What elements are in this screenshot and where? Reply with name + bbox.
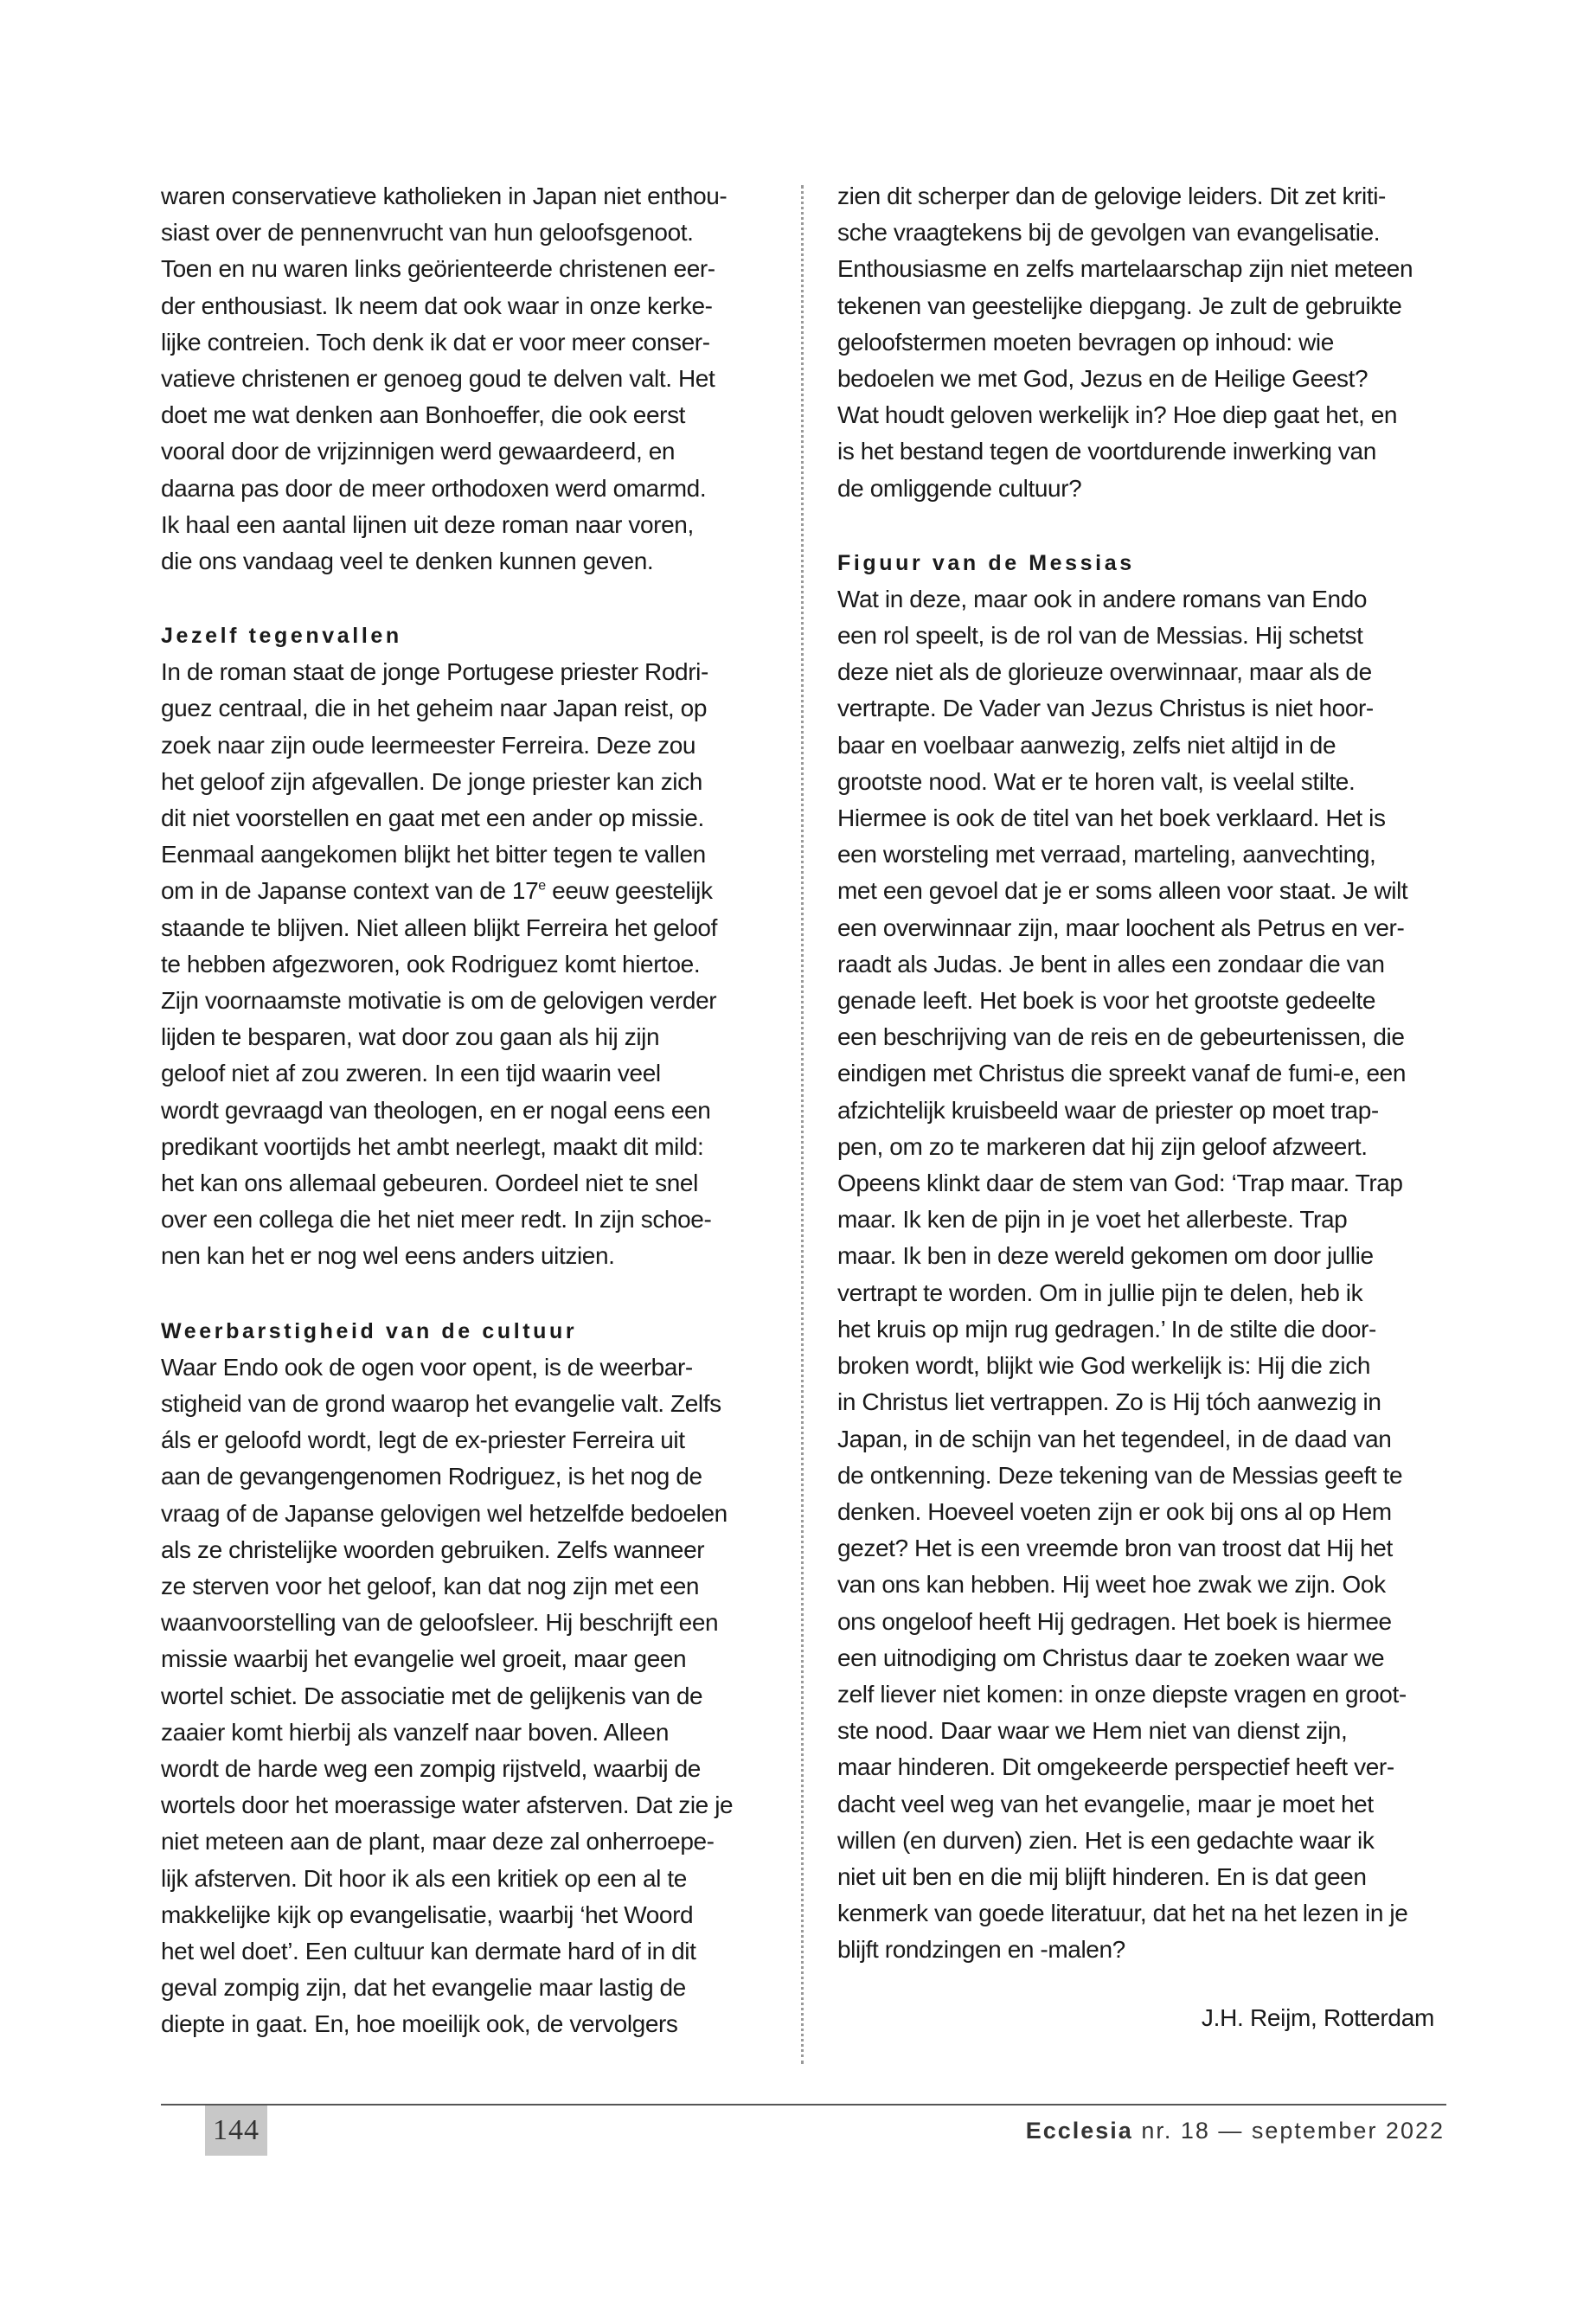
paragraph-lines-part-b: [161, 910, 758, 1275]
paragraph-line: lijke contreien. Toch denk ik dat er voor meer conser-: [161, 328, 710, 356]
continued-paragraph: [837, 178, 1434, 507]
section-paragraph-figuur-van-de-messias: [837, 581, 1434, 1969]
superscript-e: e: [538, 879, 546, 894]
paragraph-line: Wat in deze, maar ook in andere romans van Endo: [837, 585, 1368, 612]
paragraph-line: ons ongeloof heeft Hij gedragen. Het boek is hiermee: [837, 1607, 1392, 1635]
paragraph-line: ze sterven voor het geloof, kan dat nog zijn met een: [161, 1572, 700, 1599]
paragraph-line: maar hinderen. Dit omgekeerde perspectief heeft ver-: [837, 1753, 1394, 1781]
paragraph-line: is het bestand tegen de voortdurende inwerking van: [837, 438, 1376, 465]
paragraph-line: daarna pas door de meer orthodoxen werd omarmd.: [161, 474, 707, 502]
paragraph-line: blijft rondzingen en -malen?: [837, 1936, 1125, 1964]
paragraph-line: tekenen van geestelijke diepgang. Je zult de gebruikte: [837, 292, 1402, 319]
paragraph-line: te hebben afgezworen, ook Rodriguez komt hiertoe.: [161, 950, 701, 977]
paragraph-line: Hiermee is ook de titel van het boek verklaard. Het is: [837, 804, 1386, 832]
paragraph-line: een uitnodiging om Christus daar te zoeken waar we: [837, 1644, 1385, 1671]
paragraph-line: Waar Endo ook de ogen voor opent, is de weerbar-: [161, 1353, 693, 1381]
paragraph-line: een beschrijving van de reis en de gebeurtenissen, die: [837, 1023, 1405, 1051]
paragraph-line: genade leeft. Het boek is voor het grootste gedeelte: [837, 987, 1376, 1015]
paragraph-line: het geloof zijn afgevallen. De jonge priester kan zich: [161, 767, 702, 795]
paragraph-line: willen (en durven) zien. Het is een gedachte waar ik: [837, 1826, 1375, 1854]
paragraph-line: een rol speelt, is de rol van de Messias. Hij schetst: [837, 622, 1363, 650]
paragraph-line: niet meteen aan de plant, maar deze zal onherroepe-: [161, 1828, 715, 1856]
section-paragraph-jezelf-tegenvallen: [161, 654, 758, 1274]
paragraph-line: gezet? Het is een vreemde bron van troost dat Hij het: [837, 1535, 1393, 1562]
paragraph-line: baar en voelbaar aanwezig, zelfs niet altijd in de: [837, 731, 1336, 759]
paragraph-line: vooral door de vrijzinnigen werd gewaardeerd, en: [161, 438, 676, 465]
paragraph-line: waren conservatieve katholieken in Japan niet enthou-: [161, 183, 727, 209]
paragraph-line: Enthousiasme en zelfs martelaarschap zijn niet meteen: [837, 255, 1413, 283]
paragraph-line: het wel doet’. Een cultuur kan dermate hard of in dit: [161, 1937, 696, 1965]
paragraph-line: In de roman staat de jonge Portugese priester Rodri-: [161, 658, 708, 686]
paragraph-line: siast over de pennenvrucht van hun geloofsgenoot.: [161, 219, 694, 247]
paragraph-line: zoek naar zijn oude leermeester Ferreira. Deze zou: [161, 731, 696, 759]
paragraph-line: Eenmaal aangekomen blijkt het bitter tegen te vallen: [161, 841, 706, 868]
paragraph-line: kenmerk van goede literatuur, dat het na het lezen in je: [837, 1900, 1408, 1927]
paragraph-line-century: om in de Japanse context van de 17e eeuw geestelijk: [161, 877, 713, 905]
paragraph-line: dit niet voorstellen en gaat met een ander op missie.: [161, 804, 704, 832]
paragraph-line: guez centraal, die in het geheim naar Japan reist, op: [161, 695, 707, 722]
paragraph-line: aan de gevangengenomen Rodriguez, is het nog de: [161, 1463, 702, 1490]
paragraph-line: over een collega die het niet meer redt. In zijn schoe-: [161, 1206, 712, 1234]
paragraph-line: zelf liever niet komen: in onze diepste vragen en groot-: [837, 1680, 1407, 1708]
journal-name: Ecclesia: [1025, 2118, 1133, 2144]
journal-issue: nr. 18 — september 2022: [1132, 2118, 1445, 2144]
paragraph-line: raadt als Judas. Je bent in alles een zondaar die van: [837, 950, 1385, 977]
paragraph-line: missie waarbij het evangelie wel groeit, maar geen: [161, 1645, 687, 1673]
paragraph-line: deze niet als de glorieuze overwinnaar, maar als de: [837, 658, 1372, 686]
section-heading-figuur-van-de-messias: Figuur van de Messias: [837, 550, 1135, 575]
intro-paragraph: [161, 178, 758, 580]
paragraph-line: afzichtelijk kruisbeeld waar de priester op moet trap-: [837, 1096, 1379, 1124]
paragraph-line: staande te blijven. Niet alleen blijkt Ferreira het geloof: [161, 913, 717, 941]
page-number: 144: [205, 2106, 267, 2156]
paragraph-line: geloofstermen moeten bevragen op inhoud: wie: [837, 328, 1334, 356]
paragraph-line: maar. Ik ben in deze wereld gekomen om door jullie: [837, 1242, 1374, 1270]
paragraph-line: de omliggende cultuur?: [837, 474, 1082, 502]
column-divider: [801, 185, 804, 2064]
paragraph-line: áls er geloofd wordt, legt de ex-priester Ferreira uit: [161, 1426, 685, 1454]
paragraph-line: grootste nood. Wat er te horen valt, is veelal stilte.: [837, 767, 1356, 795]
paragraph-line: der enthousiast. Ik neem dat ook waar in onze kerke-: [161, 292, 713, 319]
paragraph-line: vatieve christenen er genoeg goud te delven valt. Het: [161, 365, 715, 393]
paragraph-line: bedoelen we met God, Jezus en de Heilige Geest?: [837, 365, 1368, 393]
paragraph-line: van ons kan hebben. Hij weet hoe zwak we zijn. Ook: [837, 1571, 1386, 1599]
paragraph-lines-part-a: [161, 654, 758, 873]
paragraph-line: maar. Ik ken de pijn in je voet het allerbeste. Trap: [837, 1206, 1348, 1234]
author-signature: J.H. Reijm, Rotterdam: [1201, 2003, 1434, 2031]
paragraph-line: Wat houdt geloven werkelijk in? Hoe diep gaat het, en: [837, 401, 1398, 429]
left-column: [161, 178, 758, 2043]
paragraph-line: wordt gevraagd van theologen, en er nogal eens een: [161, 1096, 711, 1124]
paragraph-line: met een gevoel dat je er soms alleen voor staat. Je wilt: [837, 877, 1408, 905]
paragraph-line: vraag of de Japanse gelovigen wel hetzelfde bedoelen: [161, 1499, 727, 1527]
journal-credit: [1026, 2106, 1445, 2156]
paragraph-line: sche vraagtekens bij de gevolgen van evangelisatie.: [837, 219, 1381, 247]
paragraph-line: doet me wat denken aan Bonhoeffer, die ook eerst: [161, 401, 686, 429]
paragraph-line: zaaier komt hierbij als vanzelf naar boven. Alleen: [161, 1718, 670, 1746]
paragraph-line: broken wordt, blijkt wie God werkelijk is: Hij die zich: [837, 1352, 1370, 1380]
paragraph-line: ste nood. Daar waar we Hem niet van dienst zijn,: [837, 1717, 1348, 1745]
paragraph-line: Opeens klinkt daar de stem van God: ‘Trap maar. Trap: [837, 1170, 1403, 1197]
paragraph-line: wordt de harde weg een zompig rijstveld, waarbij de: [161, 1754, 701, 1782]
paragraph-line: Toen en nu waren links geörienteerde christenen eer-: [161, 255, 715, 283]
section-heading-weerbarstigheid: Weerbarstigheid van de cultuur: [161, 1318, 578, 1343]
paragraph-line: Zijn voornaamste motivatie is om de gelovigen verder: [161, 987, 717, 1015]
paragraph-line: vertrapte. De Vader van Jezus Christus is niet hoor-: [837, 695, 1374, 722]
paragraph-line: niet uit ben en die mij blijft hinderen. En is dat geen: [837, 1862, 1367, 1890]
paragraph-line: eindigen met Christus die spreekt vanaf de fumi-e, een: [837, 1060, 1406, 1087]
paragraph-line: een overwinnaar zijn, maar loochent als Petrus en ver-: [837, 913, 1405, 941]
paragraph-line: geloof niet af zou zweren. In een tijd waarin veel: [161, 1060, 661, 1087]
paragraph-line: wortel schiet. De associatie met de gelijkenis van de: [161, 1682, 703, 1709]
section-heading-jezelf-tegenvallen: Jezelf tegenvallen: [161, 624, 402, 649]
paragraph-line: het kan ons allemaal gebeuren. Oordeel niet te snel: [161, 1170, 698, 1197]
paragraph-line: denken. Hoeveel voeten zijn er ook bij ons al op Hem: [837, 1497, 1392, 1525]
right-column: [837, 178, 1434, 2036]
section-paragraph-weerbarstigheid: [161, 1349, 758, 2043]
paragraph-line: Ik haal een aantal lijnen uit deze roman naar voren,: [161, 510, 694, 538]
paragraph-line: die ons vandaag veel te denken kunnen geven.: [161, 548, 654, 575]
paragraph-line: geval zompig zijn, dat het evangelie maar lastig de: [161, 1974, 686, 2002]
paragraph-line: nen kan het er nog wel eens anders uitzien.: [161, 1242, 615, 1270]
paragraph-line: dacht veel weg van het evangelie, maar je moet het: [837, 1790, 1374, 1817]
paragraph-line: zien dit scherper dan de gelovige leiders. Dit zet kriti-: [837, 183, 1386, 209]
paragraph-line: makkelijke kijk op evangelisatie, waarbij ‘het Woord: [161, 1900, 694, 1928]
paragraph-line: wortels door het moerassige water afsterven. Dat zie je: [161, 1791, 734, 1819]
paragraph-line: waanvoorstelling van de geloofsleer. Hij beschrijft een: [161, 1609, 719, 1637]
paragraph-line: predikant voortijds het ambt neerlegt, maakt dit mild:: [161, 1132, 704, 1160]
paragraph-line: stigheid van de grond waarop het evangelie valt. Zelfs: [161, 1389, 721, 1417]
paragraph-line: het kruis op mijn rug gedragen.’ In de stilte die door-: [837, 1315, 1376, 1343]
paragraph-line: diepte in gaat. En, hoe moeilijk ook, de vervolgers: [161, 2010, 678, 2038]
paragraph-line: lijk afsterven. Dit hoor ik als een kritiek op een al te: [161, 1864, 687, 1892]
paragraph-line: Japan, in de schijn van het tegendeel, in de daad van: [837, 1425, 1392, 1452]
paragraph-line: als ze christelijke woorden gebruiken. Zelfs wanneer: [161, 1535, 705, 1563]
paragraph-line: in Christus liet vertrappen. Zo is Hij tóch aanwezig in: [837, 1388, 1381, 1416]
paragraph-line: lijden te besparen, wat door zou gaan als hij zijn: [161, 1023, 660, 1051]
paragraph-line: een worsteling met verraad, marteling, aanvechting,: [837, 841, 1376, 868]
paragraph-line: vertrapt te worden. Om in jullie pijn te delen, heb ik: [837, 1279, 1363, 1306]
paragraph-line: pen, om zo te markeren dat hij zijn geloof afzweert.: [837, 1132, 1368, 1160]
paragraph-line: de ontkenning. Deze tekening van de Messias geeft te: [837, 1461, 1403, 1489]
